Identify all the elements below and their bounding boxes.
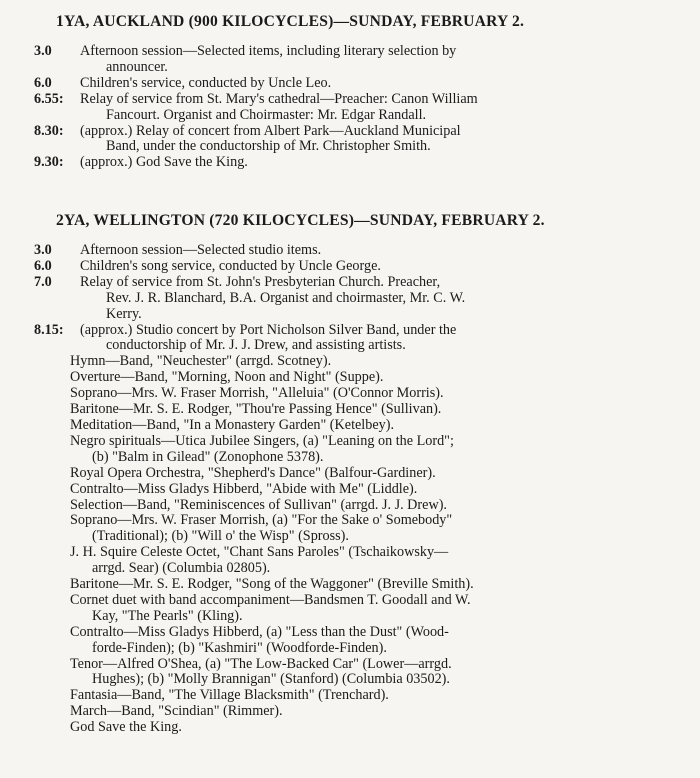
entry-line: (approx.) God Save the King. [80, 154, 248, 171]
programme-line: Baritone—Mr. S. E. Rodger, "Song of the Waggoner" (Breville Smith). [70, 576, 474, 593]
entry-line: Rev. J. R. Blanchard, B.A. Organist and choirmaster, Mr. C. W. [106, 289, 466, 306]
concert-programme [70, 354, 666, 736]
programme-item [70, 577, 666, 593]
programme-item [70, 498, 666, 514]
programme-line: Selection—Band, "Reminiscences of Sullivan" (arrgd. J. J. Drew). [70, 496, 447, 513]
schedule-entry [0, 323, 700, 355]
programme-line: Soprano—Mrs. W. Fraser Morrish, "Alleluia" (O'Connor Morris). [70, 385, 444, 402]
entry-line: Band, under the conductorship of Mr. Christopher Smith. [106, 138, 431, 155]
schedule-entry [0, 243, 700, 259]
programme-line: Overture—Band, "Morning, Noon and Night" (Suppe). [70, 369, 384, 386]
programme-item [70, 513, 666, 545]
entry-line: announcer. [106, 58, 168, 75]
entry-description [80, 155, 676, 171]
programme-line: arrgd. Sear) (Columbia 02805). [92, 560, 271, 577]
programme-line: Contralto—Miss Gladys Hibberd, (a) "Less than the Dust" (Wood- [70, 623, 449, 640]
entry-time: 8.30: [34, 122, 64, 139]
entry-line: Kerry. [106, 305, 142, 322]
programme-line: Kay, "The Pearls" (Kling). [92, 607, 243, 624]
programme-line: (b) "Balm in Gilead" (Zonophone 5378). [92, 448, 324, 465]
schedule-entry [0, 124, 700, 156]
auckland-heading: 1YA, AUCKLAND (900 KILOCYCLES)—SUNDAY, FEBRUARY 2. [56, 13, 525, 30]
wellington-heading: 2YA, WELLINGTON (720 KILOCYCLES)—SUNDAY, FEBRUARY 2. [56, 212, 545, 229]
programme-item [70, 720, 666, 736]
programme-line: God Save the King. [70, 719, 182, 736]
programme-item [70, 593, 666, 625]
entry-line: Afternoon session—Selected studio items. [80, 242, 322, 258]
programme-line: J. H. Squire Celeste Octet, "Chant Sans Paroles" (Tschaikowsky— [70, 544, 449, 561]
programme-line: Contralto—Miss Gladys Hibberd, "Abide with Me" (Liddle). [70, 480, 418, 497]
entry-description [80, 259, 676, 275]
entry-line: Relay of service from St. Mary's cathedral—Preacher: Canon William [80, 90, 478, 107]
programme-item [70, 704, 666, 720]
schedule-entry [0, 76, 700, 92]
entry-time: 8.15: [34, 321, 64, 338]
entry-line: conductorship of Mr. J. J. Drew, and assisting artists. [106, 337, 406, 354]
entry-description [80, 76, 676, 92]
entry-line: Afternoon session—Selected items, including literary selection by [80, 43, 457, 59]
programme-item [70, 370, 666, 386]
schedule-entry [0, 44, 700, 76]
programme-line: Soprano—Mrs. W. Fraser Morrish, (a) "For the Sake o' Somebody" [70, 512, 453, 529]
programme-line: Royal Opera Orchestra, "Shepherd's Dance" (Balfour-Gardiner). [70, 464, 436, 481]
programme-item [70, 354, 666, 370]
entry-line: Children's song service, conducted by Uncle George. [80, 257, 381, 274]
programme-line: Fantasia—Band, "The Village Blacksmith" (Trenchard). [70, 687, 389, 704]
programme-item [70, 418, 666, 434]
programme-line: (Traditional); (b) "Will o' the Wisp" (Spross). [92, 528, 349, 545]
programme-item [70, 625, 666, 657]
schedule-entry [0, 259, 700, 275]
programme-line: Hymn—Band, "Neuchester" (arrgd. Scotney). [70, 353, 332, 370]
entry-line: Relay of service from St. John's Presbyterian Church. Preacher, [80, 273, 441, 290]
entry-description [80, 323, 676, 355]
wellington-schedule [0, 243, 700, 736]
entry-time: 3.0 [34, 242, 52, 258]
entry-time: 3.0 [34, 43, 52, 59]
schedule-entry [0, 275, 700, 323]
programme-item [70, 466, 666, 482]
schedule-entry [0, 92, 700, 124]
entry-description [80, 275, 676, 323]
auckland-schedule [0, 44, 700, 171]
entry-description [80, 44, 676, 76]
programme-line: Tenor—Alfred O'Shea, (a) "The Low-Backed Car" (Lower—arrgd. [70, 655, 452, 672]
programme-line: forde-Finden); (b) "Kashmiri" (Woodforde-Finden). [92, 639, 387, 656]
entry-line: Children's service, conducted by Uncle Leo. [80, 74, 332, 91]
entry-time: 9.30: [34, 154, 64, 171]
programme-item [70, 434, 666, 466]
entry-time: 6.55: [34, 90, 64, 107]
programme-line: Hughes); (b) "Molly Brannigan" (Stanford) (Columbia 03502). [92, 671, 450, 688]
entry-time: 6.0 [34, 74, 52, 91]
programme-line: Negro spirituals—Utica Jubilee Singers, (a) "Leaning on the Lord"; [70, 432, 454, 449]
programme-item [70, 402, 666, 418]
programme-item [70, 688, 666, 704]
programme-item [70, 386, 666, 402]
entry-description [80, 124, 676, 156]
programme-item [70, 482, 666, 498]
entry-line: Fancourt. Organist and Choirmaster: Mr. Edgar Randall. [106, 106, 427, 123]
entry-line: (approx.) Studio concert by Port Nicholson Silver Band, under the [80, 321, 457, 338]
entry-time: 6.0 [34, 257, 52, 274]
programme-line: Baritone—Mr. S. E. Rodger, "Thou're Passing Hence" (Sullivan). [70, 401, 442, 418]
entry-description [80, 92, 676, 124]
schedule-entry [0, 155, 700, 171]
entry-line: (approx.) Relay of concert from Albert Park—Auckland Municipal [80, 122, 461, 139]
programme-line: March—Band, "Scindian" (Rimmer). [70, 703, 283, 720]
programme-item [70, 657, 666, 689]
programme-line: Cornet duet with band accompaniment—Bandsmen T. Goodall and W. [70, 591, 471, 608]
programme-item [70, 545, 666, 577]
programme-line: Meditation—Band, "In a Monastery Garden" (Ketelbey). [70, 416, 395, 433]
entry-time: 7.0 [34, 273, 52, 290]
entry-description [80, 243, 676, 259]
